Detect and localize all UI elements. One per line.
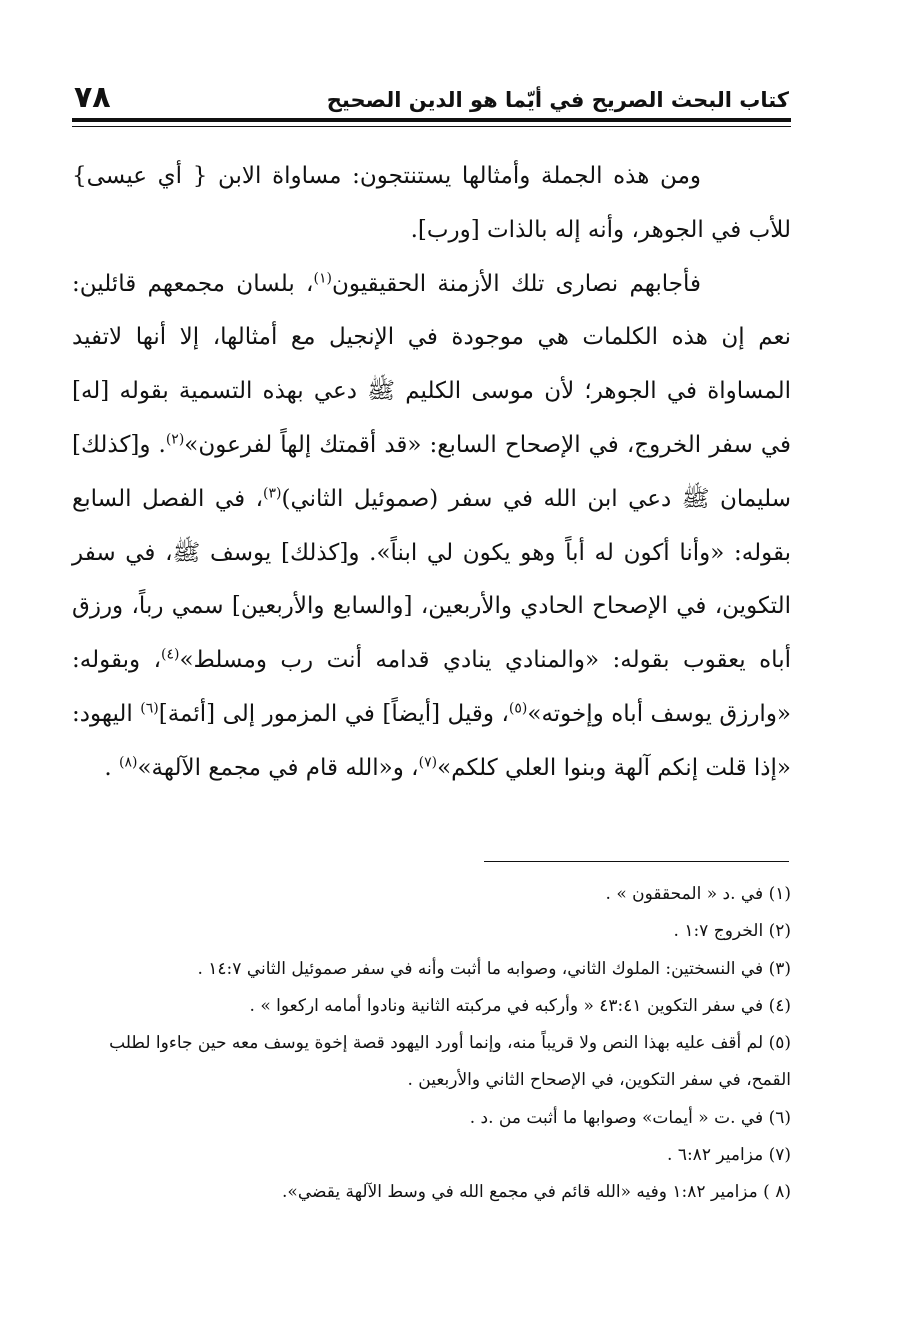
text-run: ، و«الله قام في مجمع الآلهة» <box>137 754 419 781</box>
footnote-ref-6[interactable]: (٦) <box>140 700 159 717</box>
footnote-3: (٣) في النسختين: الملوك الثاني، وصوابه ما أثبت وأنه في سفر صموئيل الثاني ١٤:٧ . <box>197 958 791 979</box>
footnote-8: (٨ ) مزامير ١:٨٢ وفيه «الله قائم في مجمع الله في وسط الآلهة يقضي». <box>282 1182 791 1203</box>
text-run: ، وبقوله: «وارزق يوسف أباه وإخوته» <box>72 647 792 727</box>
text-run: ، في الفصل السابع بقوله: «وأنا أكون له أباً وهو يكون لي ابناً». و[كذلك] يوسف ﷺ، في سفر التكوين، في الإصحاح الحادي والأربعين، [والسابع والأربعين] سمي رباً، ورزق أباه يعقوب بقوله: «والمنادي ينادي قدامه أنت رب ومسلط» <box>72 485 791 674</box>
text-run: . <box>104 754 119 781</box>
text-run: ، بلسان مجمعهم قائلين: نعم إن هذه الكلمات هي موجودة في الإنجيل مع أمثالها، إلا أنها لاتفيد المساواة في الجوهر؛ لأن موسى الكليم ﷺ دعي بهذه التسمية بقوله [له] في سفر الخروج، في الإصحاح السابع: «قد أقمتك إلهاً لفرعون» <box>72 270 791 458</box>
main-text <box>72 150 791 796</box>
footnote-ref-4[interactable]: (٤) <box>161 646 180 663</box>
footnotes <box>72 876 791 1212</box>
text-run: ، وقيل [أيضاً] في المزمور إلى [أئمة] <box>158 700 509 727</box>
text-run: . و[كذلك] سليمان ﷺ دعي ابن الله في سفر (صموئيل الثاني) <box>72 431 792 512</box>
running-title: كتاب البحث الصريح في أيّما هو الدين الصحيح <box>326 88 789 112</box>
footnote-7: (٧) مزامير ٦:٨٢ . <box>667 1145 791 1166</box>
header-rule-thin <box>72 126 791 127</box>
footnote-separator <box>484 861 789 862</box>
page-header <box>74 78 789 118</box>
footnote-5: (٥) لم أقف عليه بهذا النص ولا قريباً منه، وإنما أورد اليهود قصة إخوة يوسف معه حين جاءوا لطلب القمح، في سفر التكوين، في الإصحاح الثاني والأربعين . <box>109 1033 791 1091</box>
footnote-ref-3[interactable]: (٣) <box>263 485 282 502</box>
footnote-ref-5[interactable]: (٥) <box>508 700 528 717</box>
footnote-ref-1[interactable]: (١) <box>313 269 332 286</box>
text-run: اليهود: «إذا قلت إنكم آلهة وبنوا العلي كلكم» <box>72 700 791 781</box>
footnote-ref-7[interactable]: (٧) <box>418 754 438 771</box>
page-number: ٧٨ <box>74 80 111 115</box>
footnote-2: (٢) الخروج ١:٧ . <box>673 921 791 942</box>
text-run: فأجابهم نصارى تلك الأزمنة الحقيقيون <box>331 270 701 297</box>
paragraph-2 <box>72 258 791 796</box>
footnote-ref-8[interactable]: (٨) <box>118 754 138 771</box>
footnote-1: (١) في .د « المحققون » . <box>605 884 791 904</box>
paragraph-1: ومن هذه الجملة وأمثالها يستنتجون: مساواة الابن { أي عيسى} للأب في الجوهر، وأنه إله بالذات [ورب]. <box>72 163 791 243</box>
header-rule-thick <box>72 118 791 122</box>
footnote-4: (٤) في سفر التكوين ٤٣:٤١ « وأركبه في مركبته الثانية ونادوا أمامه اركعوا » . <box>249 995 791 1016</box>
footnote-6: (٦) في .ت « أيمات» وصوابها ما أثبت من .د . <box>469 1107 791 1128</box>
footnote-ref-2[interactable]: (٢) <box>165 431 185 448</box>
